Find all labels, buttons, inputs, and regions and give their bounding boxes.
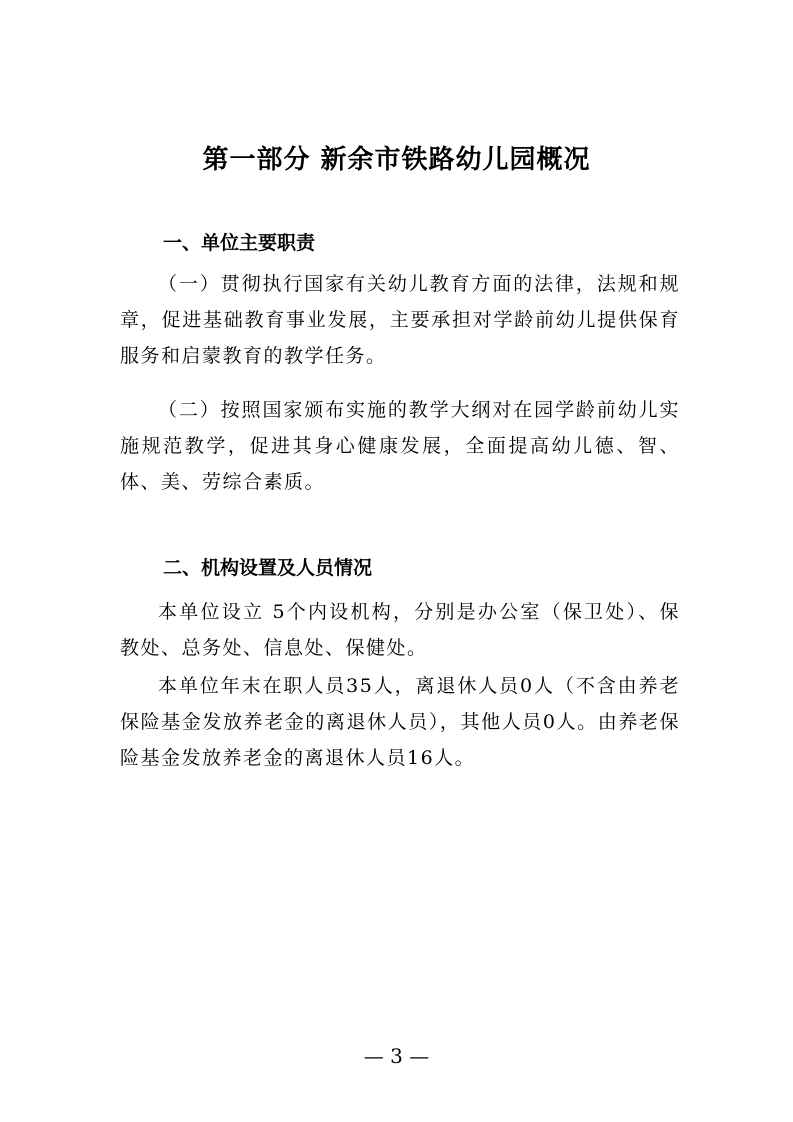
organization-paragraph-2: 本单位年末在职人员35人，离退休人员0人（不含由养老保险基金发放养老金的离退休人员），其他人员0人。由养老保险基金发放养老金的离退休人员16人。 bbox=[120, 675, 680, 769]
page-title: 第一部分 新余市铁路幼儿园概况 bbox=[202, 145, 591, 175]
section-heading-organization: 二、机构设置及人员情况 bbox=[163, 557, 373, 579]
page-number: — 3 — bbox=[363, 1044, 430, 1068]
duties-paragraph-2: （二）按照国家颁布实施的教学大纲对在园学龄前幼儿实施规范教学，促进其身心健康发展，全面提高幼儿德、智、体、美、劳综合素质。 bbox=[120, 399, 680, 493]
duties-paragraph-1: （一）贯彻执行国家有关幼儿教育方面的法律，法规和规章，促进基础教育事业发展，主要承担对学龄前幼儿提供保育服务和启蒙教育的教学任务。 bbox=[120, 273, 680, 367]
organization-paragraph-1: 本单位设立 5个内设机构，分别是办公室（保卫处）、保教处、总务处、信息处、保健处。 bbox=[120, 601, 680, 659]
section-heading-duties: 一、单位主要职责 bbox=[163, 232, 316, 254]
